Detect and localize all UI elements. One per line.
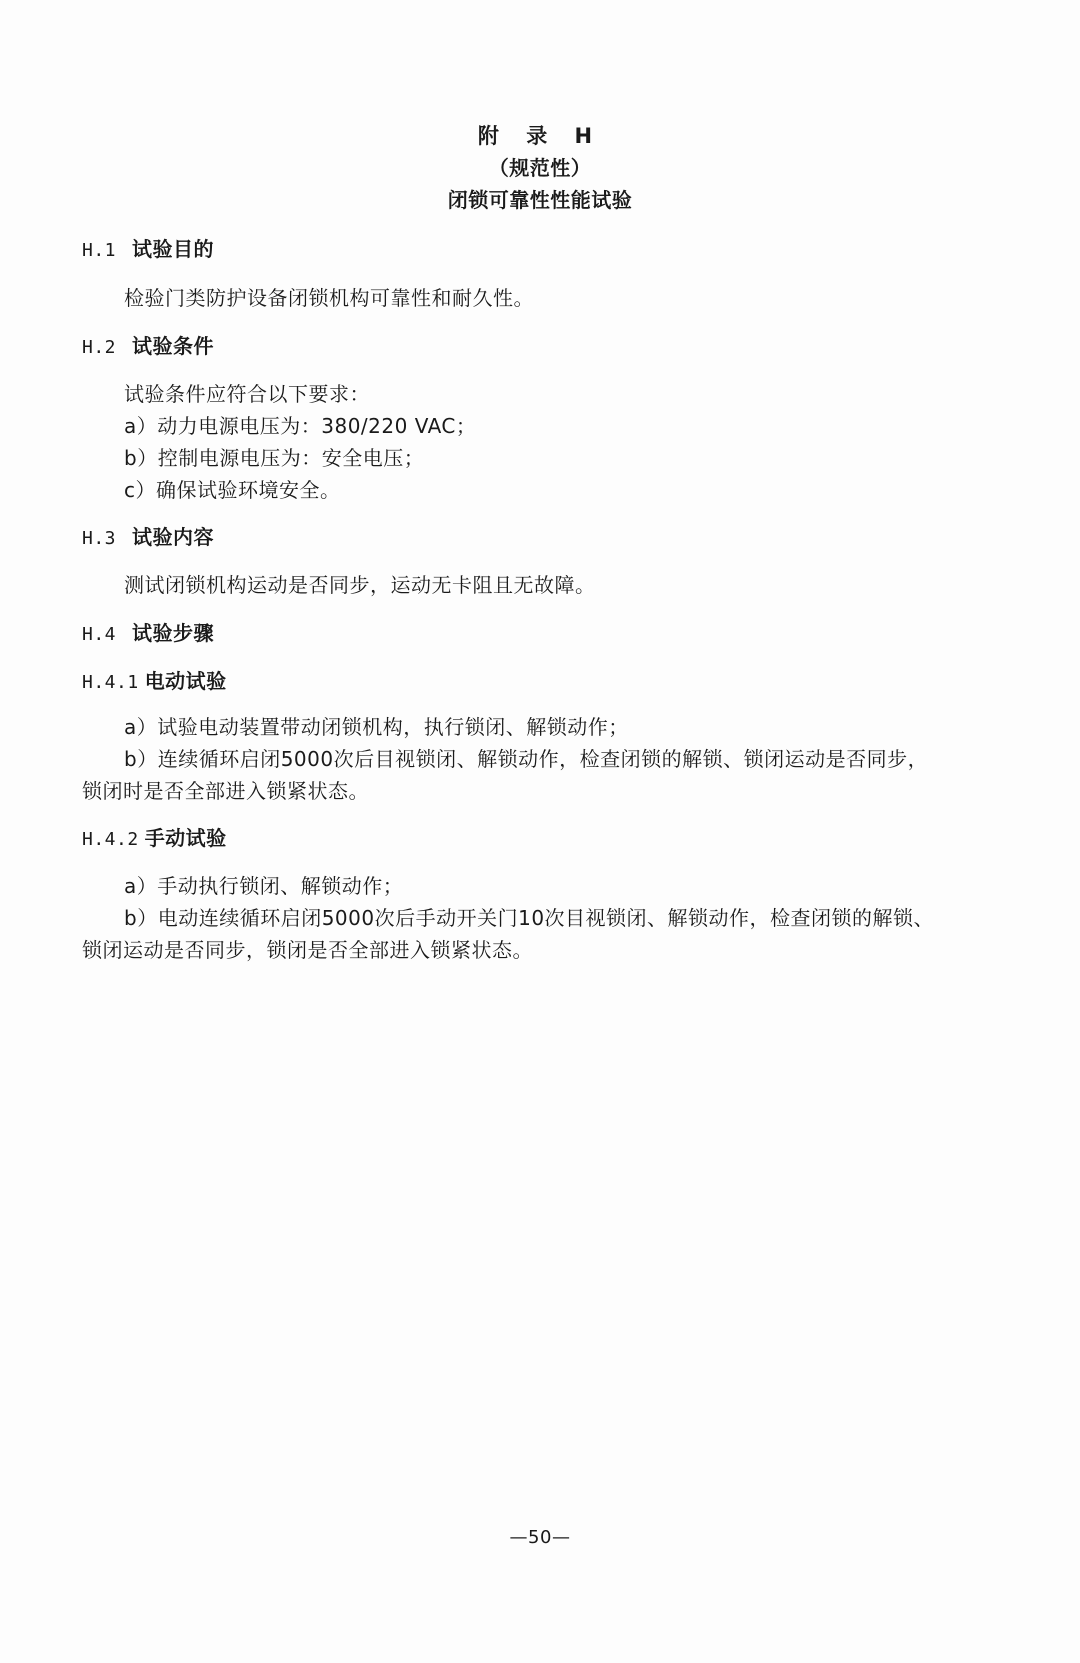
section-title: 试验条件 <box>132 334 215 358</box>
section-number: H.4.2 <box>82 829 139 850</box>
list-item: a）试验电动装置带动闭锁机构，执行锁闭、解锁动作； <box>124 715 629 739</box>
section-title: 手动试验 <box>144 826 227 850</box>
list-item: a）手动执行锁闭、解锁动作； <box>124 874 404 898</box>
list-item: b）控制电源电压为：安全电压； <box>124 446 425 470</box>
section-h4-heading <box>82 620 214 648</box>
section-h1-heading <box>82 236 214 264</box>
page-number: —50— <box>509 1527 571 1548</box>
section-h3-heading <box>82 524 214 552</box>
list-item: b）连续循环启闭5000次后目视锁闭、解锁动作，检查闭锁的解锁、锁闭运动是否同步， <box>124 747 929 771</box>
section-number: H.4 <box>82 624 117 645</box>
section-title: 试验步骤 <box>132 621 215 645</box>
section-number: H.4.1 <box>82 672 139 693</box>
list-item-continuation: 锁闭运动是否同步，锁闭是否全部进入锁紧状态。 <box>82 938 533 962</box>
section-number: H.2 <box>82 337 117 358</box>
section-h2-intro: 试验条件应符合以下要求： <box>124 382 370 406</box>
appendix-type: （规范性） <box>488 156 592 180</box>
list-item: a）动力电源电压为：380/220 VAC； <box>124 414 477 438</box>
appendix-name: 闭锁可靠性性能试验 <box>447 188 633 212</box>
section-h1-text: 检验门类防护设备闭锁机构可靠性和耐久性。 <box>124 286 534 310</box>
section-title: 试验目的 <box>132 237 215 261</box>
section-h42-heading <box>82 825 227 853</box>
section-h2-heading <box>82 333 214 361</box>
section-h41-heading <box>82 668 227 696</box>
section-h3-text: 测试闭锁机构运动是否同步，运动无卡阻且无故障。 <box>124 573 596 597</box>
section-number: H.1 <box>82 240 117 261</box>
list-item: c）确保试验环境安全。 <box>124 478 341 502</box>
section-title: 试验内容 <box>132 525 215 549</box>
list-item-continuation: 锁闭时是否全部进入锁紧状态。 <box>82 779 369 803</box>
section-number: H.3 <box>82 528 117 549</box>
section-title: 电动试验 <box>144 669 227 693</box>
appendix-title: 附 录 H <box>477 124 603 148</box>
list-item: b）电动连续循环启闭5000次后手动开关门10次目视锁闭、解锁动作，检查闭锁的解锁、 <box>124 906 935 930</box>
